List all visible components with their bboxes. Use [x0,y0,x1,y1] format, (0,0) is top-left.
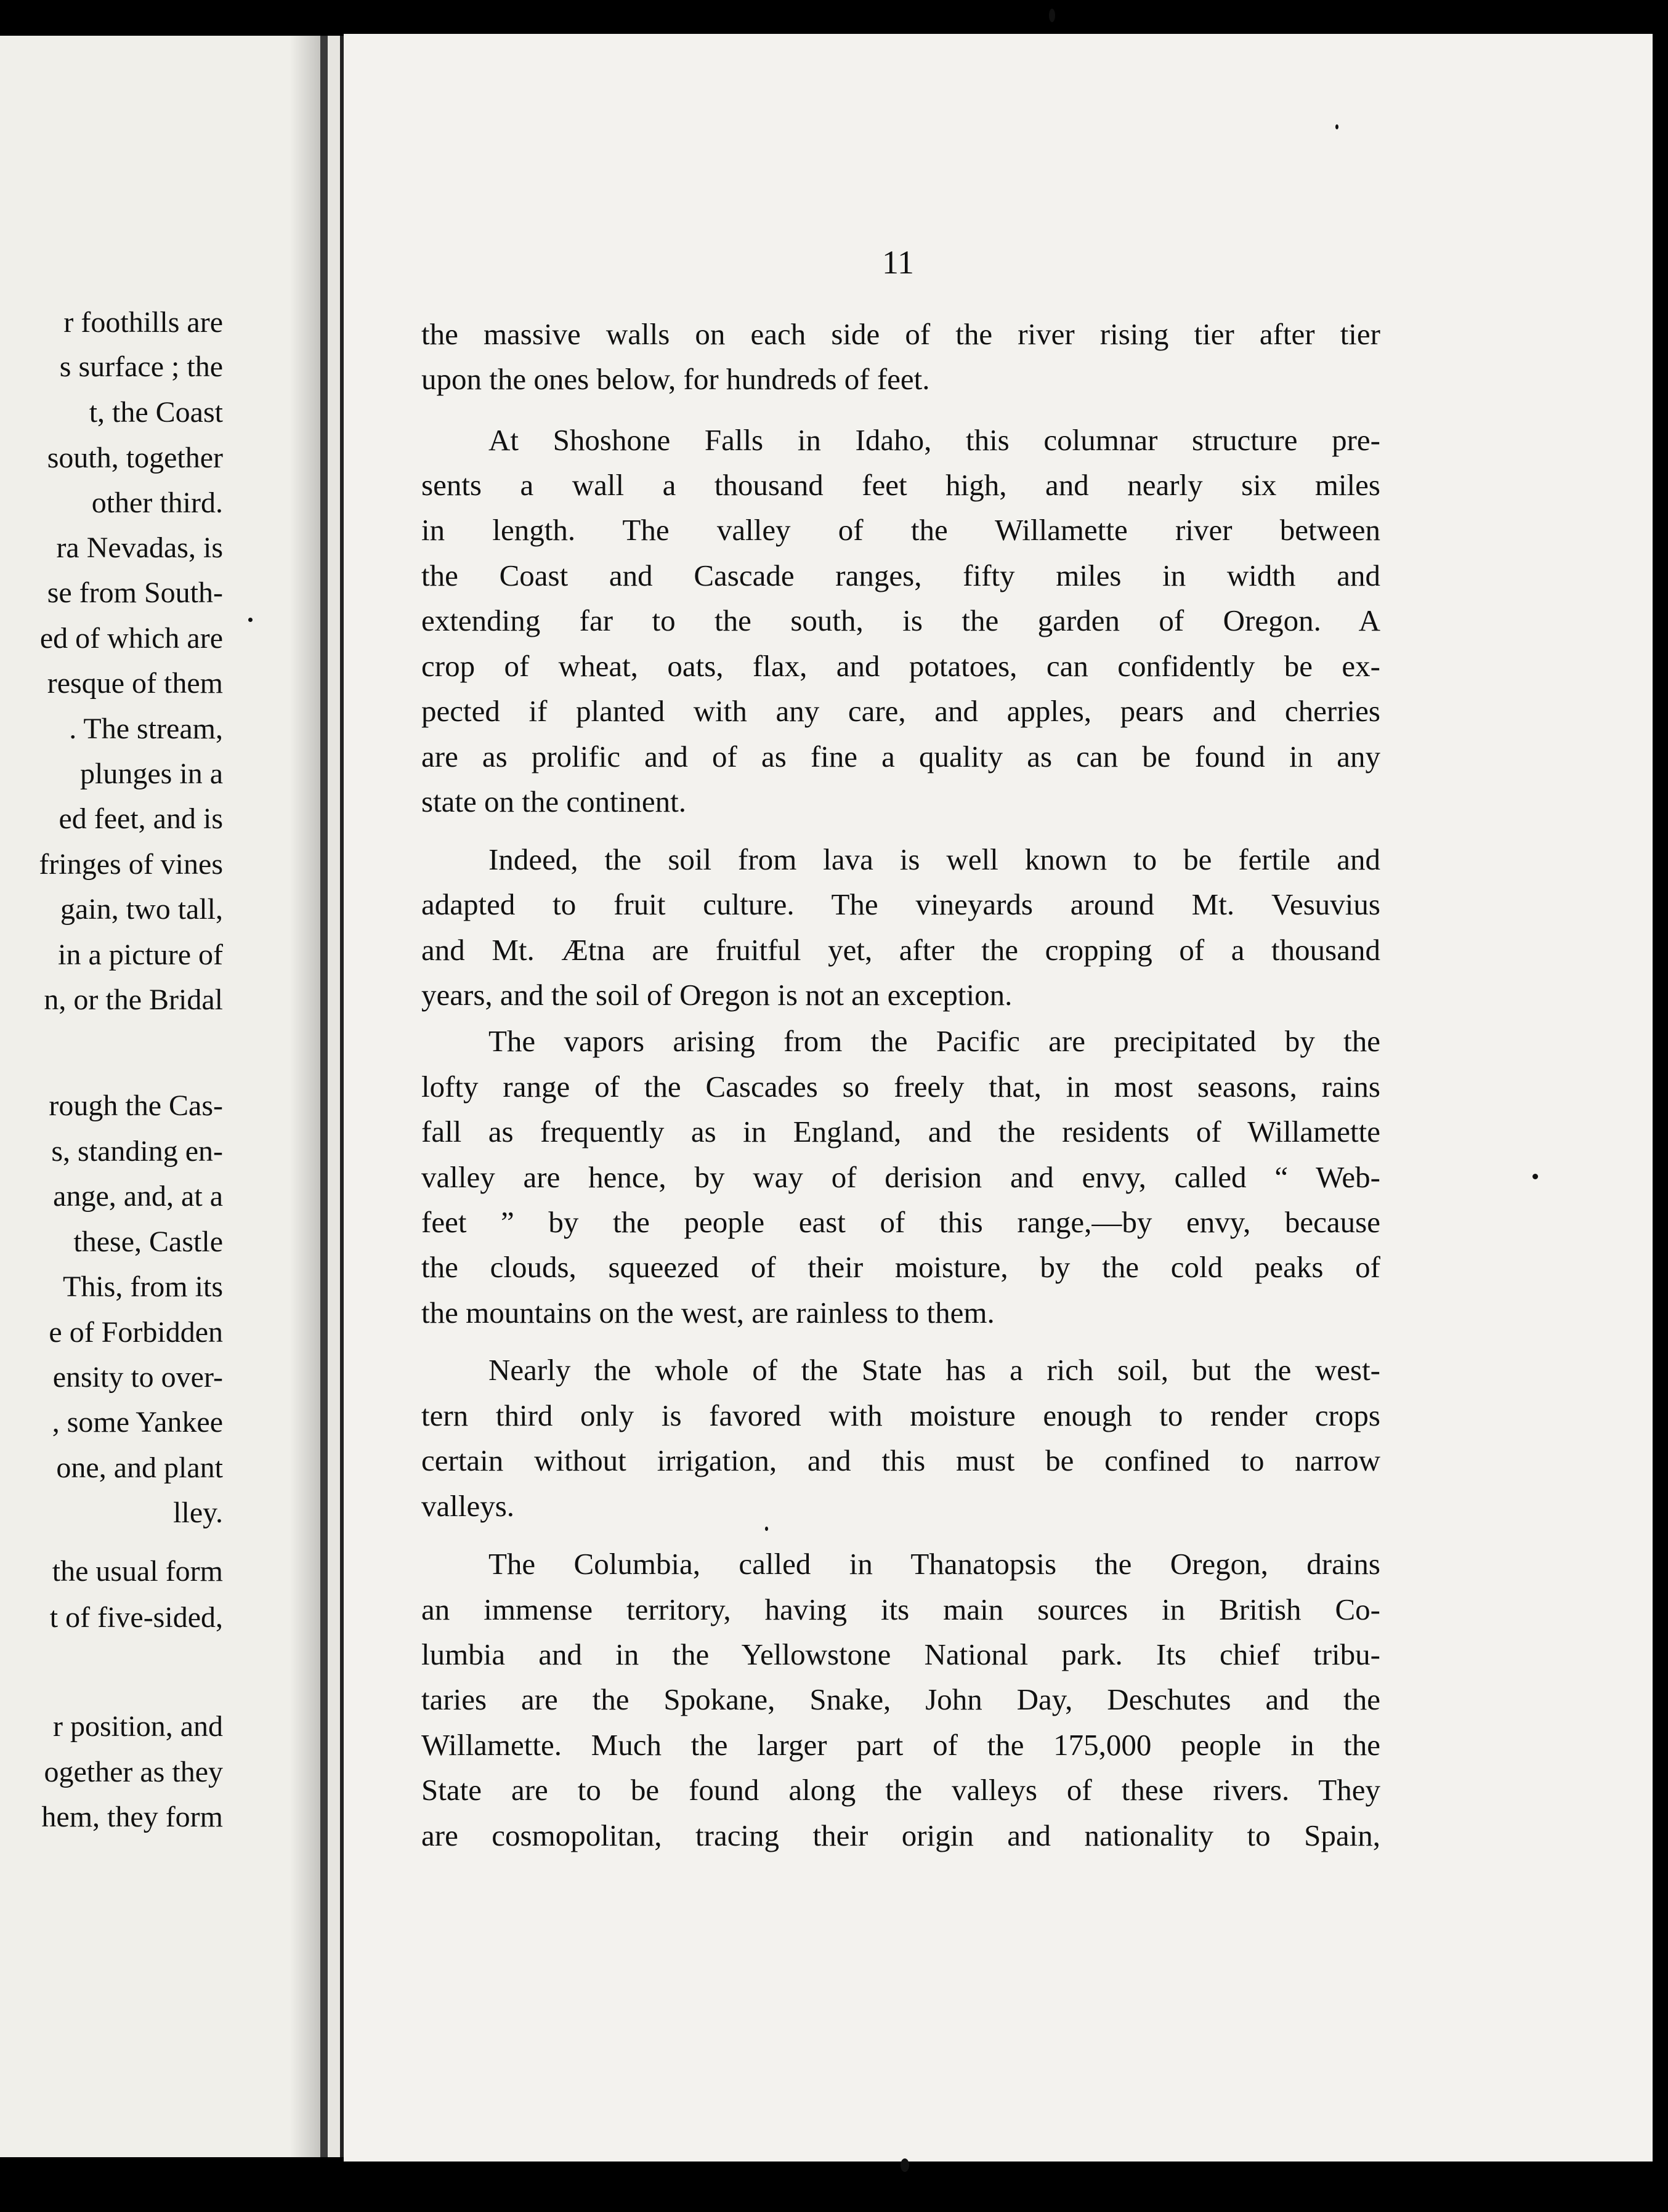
left-text-line: t of five-sided, [49,1601,223,1634]
left-text-line: ensity to over- [52,1361,223,1394]
page-fold-shadow [289,36,320,2157]
left-text-line: the usual form [52,1555,223,1588]
book-gutter [320,36,328,2157]
body-text-line: crop of wheat, oats, flax, and potatoes, can confidently be ex- [421,649,1380,683]
body-text-line: and Mt. Ætna are fruitful yet, after the cropping of a thousand [421,933,1380,967]
left-text-line: south, together [47,442,223,474]
left-text-line: s, standing en- [51,1135,223,1168]
left-text-line: rough the Cas- [49,1089,223,1122]
body-text-line: Willamette. Much the larger part of the 175,000 people in the [421,1728,1380,1762]
body-text-line: the mountains on the west, are rainless to them. [421,1296,995,1330]
left-text-line: e of Forbidden [49,1316,223,1349]
body-text-line: pected if planted with any care, and apples, pears and cherries [421,694,1380,728]
left-text-line: lley. [173,1496,223,1529]
left-text-line: plunges in a [80,757,223,790]
body-text-line: sents a wall a thousand feet high, and nearly six miles [421,468,1380,502]
body-text-line: extending far to the south, is the garden of Oregon. A [421,603,1380,637]
left-text-line: This, from its [63,1270,223,1303]
body-text-line: lofty range of the Cascades so freely that, in most seasons, rains [421,1070,1380,1104]
body-text-line: an immense territory, having its main sources in British Co- [421,1592,1380,1626]
left-text-line: other third. [91,486,223,519]
page-number: 11 [882,244,914,281]
body-text-line: lumbia and in the Yellowstone National park. Its chief tribu- [421,1637,1380,1671]
left-text-line: ra Nevadas, is [56,531,223,564]
left-text-line: these, Castle [73,1225,223,1258]
left-text-line: r foothills are [63,306,223,339]
left-text-line: . The stream, [69,712,223,745]
scan-speck [1532,1174,1538,1179]
left-text-line: ed of which are [39,622,223,655]
body-text-line: feet ” by the people east of this range,—by envy, because [421,1205,1380,1239]
left-text-line: ogether as they [44,1756,223,1788]
body-text-line: the Coast and Cascade ranges, fifty miles in width and [421,559,1380,592]
paragraph-first-line: The Columbia, called in Thanatopsis the Oregon, drains [488,1547,1380,1581]
scan-speck [765,1527,768,1531]
scan-speck [901,2158,909,2172]
left-text-line: ed feet, and is [59,802,223,835]
body-text-line: valley are hence, by way of derision and envy, called “ Web- [421,1160,1380,1194]
body-text-line: the clouds, squeezed of their moisture, by the cold peaks of [421,1250,1380,1284]
gutter-edge [328,36,340,2157]
paragraph-first-line: The vapors arising from the Pacific are precipitated by the [488,1024,1380,1058]
body-text-line: State are to be found along the valleys of these rivers. They [421,1773,1380,1807]
body-text-line: taries are the Spokane, Snake, John Day, Deschutes and the [421,1682,1380,1716]
left-text-line: se from South- [47,576,223,609]
left-text-line: t, the Coast [89,396,223,429]
body-text-line: state on the continent. [421,785,686,818]
left-text-line: one, and plant [56,1451,223,1484]
body-text-line: years, and the soil of Oregon is not an exception. [421,978,1013,1012]
body-text-line: adapted to fruit culture. The vineyards around Mt. Vesuvius [421,887,1380,921]
body-text-line: valleys. [421,1489,515,1523]
body-text-line: certain without irrigation, and this must be confined to narrow [421,1443,1380,1477]
paragraph-first-line: Indeed, the soil from lava is well known to be fertile and [488,842,1380,876]
body-text-line: fall as frequently as in England, and the residents of Willamette [421,1115,1380,1148]
paragraph-first-line: At Shoshone Falls in Idaho, this columnar structure pre- [488,423,1380,457]
left-text-line: in a picture of [58,938,223,971]
scan-speck [1335,124,1338,129]
scan-speck [1049,9,1055,22]
left-text-line: ange, and, at a [53,1180,223,1213]
left-text-line: gain, two tall, [60,893,223,926]
body-text-line: are as prolific and of as fine a quality as can be found in any [421,740,1380,773]
left-text-line: s surface ; the [59,350,223,383]
scan-speck [248,618,253,622]
left-text-line: resque of them [47,667,223,700]
left-text-line: , some Yankee [52,1406,223,1439]
body-text-line: in length. The valley of the Willamette river between [421,513,1380,547]
left-text-line: hem, they form [41,1801,223,1833]
left-text-line: r position, and [53,1710,223,1743]
body-text-line: tern third only is favored with moisture enough to render crops [421,1399,1380,1432]
paragraph-first-line: Nearly the whole of the State has a rich soil, but the west- [488,1353,1380,1387]
body-text-line: are cosmopolitan, tracing their origin and nationality to Spain, [421,1818,1380,1852]
body-text-line: upon the ones below, for hundreds of feet. [421,362,930,396]
left-text-line: n, or the Bridal [44,983,223,1016]
left-text-line: fringes of vines [39,848,223,881]
body-text-line: the massive walls on each side of the river rising tier after tier [421,317,1380,351]
